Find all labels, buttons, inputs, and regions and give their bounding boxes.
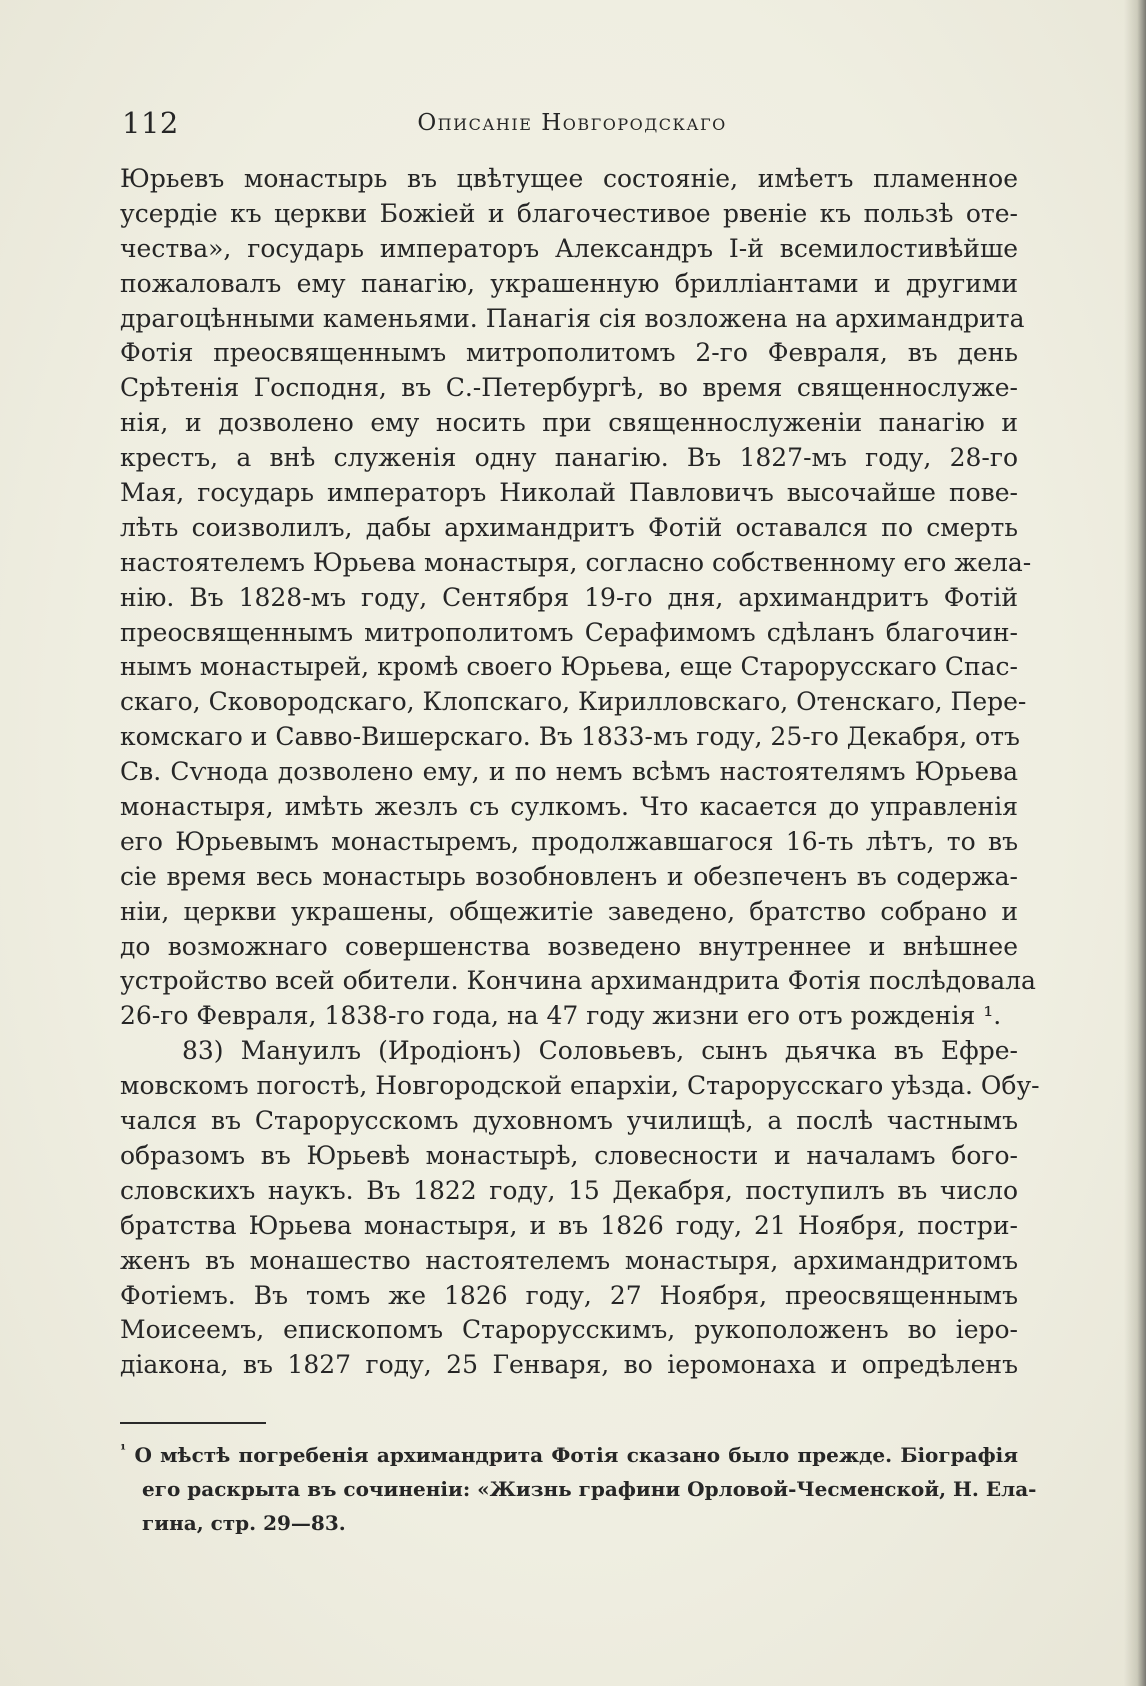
page-number: 112 [122, 106, 179, 140]
text-line: драгоцѣнными каменьями. Панагія сія возложена на архимандрита [120, 303, 1025, 333]
text-line: настоятелемъ Юрьева монастыря, согласно собственному его жела- [120, 547, 1032, 577]
text-line: образомъ въ Юрьевѣ монастырѣ, словесности и началамъ бого- [120, 1140, 1018, 1170]
text-line: лѣть соизволилъ, дабы архимандритъ Фотій оставался по смерть [120, 512, 1018, 542]
text-line: братства Юрьева монастыря, и въ 1826 году, 21 Ноября, постри- [120, 1210, 1018, 1240]
text-line: пожаловалъ ему панагію, украшенную брилліантами и другими [120, 268, 1018, 298]
text-line: чества», государь императоръ Александръ I-й всемилостивѣйше [120, 233, 1018, 263]
body-text [120, 162, 1040, 1383]
text-line: діакона, въ 1827 году, 25 Генваря, во іеромонаха и опредѣленъ [120, 1350, 1018, 1380]
text-line: нымъ монастырей, кромѣ своего Юрьева, еще Старорусскаго Спас- [120, 652, 1018, 682]
footnote-line-3: гина, стр. 29—83. [142, 1511, 346, 1535]
text-line: до возможнаго совершенства возведено внутреннее и внѣшнее [120, 931, 1018, 961]
text-line: его Юрьевымъ монастыремъ, продолжавшагося 16-ть лѣтъ, то въ [120, 826, 1018, 856]
page-header [122, 106, 1022, 146]
text-line: мовскомъ погостѣ, Новгородской епархіи, Старорусскаго уѣзда. Обу- [120, 1071, 1040, 1101]
text-line: преосвященнымъ митрополитомъ Серафимомъ сдѣланъ благочин- [120, 617, 1018, 647]
footnote-line-2: его раскрыта въ сочиненіи: «Жизнь графини Орловой-Чесменской, Н. Ела- [142, 1477, 1037, 1501]
text-line: Фотія преосвященнымъ митрополитомъ 2-го Февраля, въ день [120, 338, 1018, 368]
text-line: Фотіемъ. Въ томъ же 1826 году, 27 Ноября, преосвященнымъ [120, 1280, 1018, 1310]
text-line: ніи, церкви украшены, общежитіе заведено, братство собрано и [120, 896, 1018, 926]
text-line: сіе время весь монастырь возобновленъ и обезпеченъ въ содержа- [120, 861, 1018, 891]
text-line: чался въ Старорусскомъ духовномъ училищѣ, а послѣ частнымъ [120, 1106, 1018, 1136]
text-line: Юрьевъ монастырь въ цвѣтущее состояніе, имѣетъ пламенное [120, 164, 1018, 193]
text-line: словскихъ наукъ. Въ 1822 году, 15 Декабря, поступилъ въ число [120, 1175, 1018, 1205]
text-line: Моисеемъ, епископомъ Старорусскимъ, рукоположенъ во іеро- [120, 1315, 1018, 1345]
footnote-divider [120, 1422, 266, 1424]
text-line: скаго, Сковородскаго, Клопскаго, Кирилловскаго, Отенскаго, Пере- [120, 687, 1027, 717]
text-line: Св. Сѵнода дозволено ему, и по немъ всѣмъ настоятелямъ Юрьева [120, 757, 1018, 787]
text-line: женъ въ монашество настоятелемъ монастыря, архимандритомъ [120, 1245, 1018, 1275]
text-line: устройство всей обители. Кончина архимандрита Фотія послѣдовала [120, 966, 1036, 996]
footnote-line-1 [120, 1438, 1018, 1472]
text-line: нію. Въ 1828-мъ году, Сентября 19-го дня, архимандритъ Фотій [120, 582, 1018, 612]
text-line: нія, и дозволено ему носить при священнослуженіи панагію и [120, 408, 1018, 438]
page-edge-shadow [1124, 0, 1146, 1686]
text-line: комскаго и Савво-Вишерскаго. Въ 1833-мъ году, 25-го Декабря, отъ [120, 722, 1020, 752]
text-line: крестъ, а внѣ служенія одну панагію. Въ 1827-мъ году, 28-го [120, 443, 1018, 473]
text-line: Срѣтенія Господня, въ С.-Петербургѣ, во время священнослуже- [120, 373, 1018, 403]
footnote-text-1: О мѣстѣ погребенія архимандрита Фотія сказано было прежде. Біографія [134, 1443, 1018, 1467]
text-line: Мая, государь императоръ Николай Павловичъ высочайше пове- [120, 478, 1018, 508]
footnote-marker: ¹ [120, 1442, 127, 1459]
footnote [120, 1438, 1037, 1540]
paragraph-end-line: 26-го Февраля, 1838-го года, на 47 году жизни его отъ рожденія ¹. [120, 1001, 1002, 1031]
running-title: Описаніе Новгородскаго [417, 110, 727, 136]
text-line: монастыря, имѣть жезлъ съ сулкомъ. Что касается до управленія [120, 792, 1018, 822]
entry-83-first-line: 83) Мануилъ (Иродіонъ) Соловьевъ, сынъ дьячка въ Ефре- [182, 1036, 1018, 1066]
text-line: усердіе къ церкви Божіей и благочестивое рвеніе къ пользѣ оте- [120, 198, 1018, 228]
